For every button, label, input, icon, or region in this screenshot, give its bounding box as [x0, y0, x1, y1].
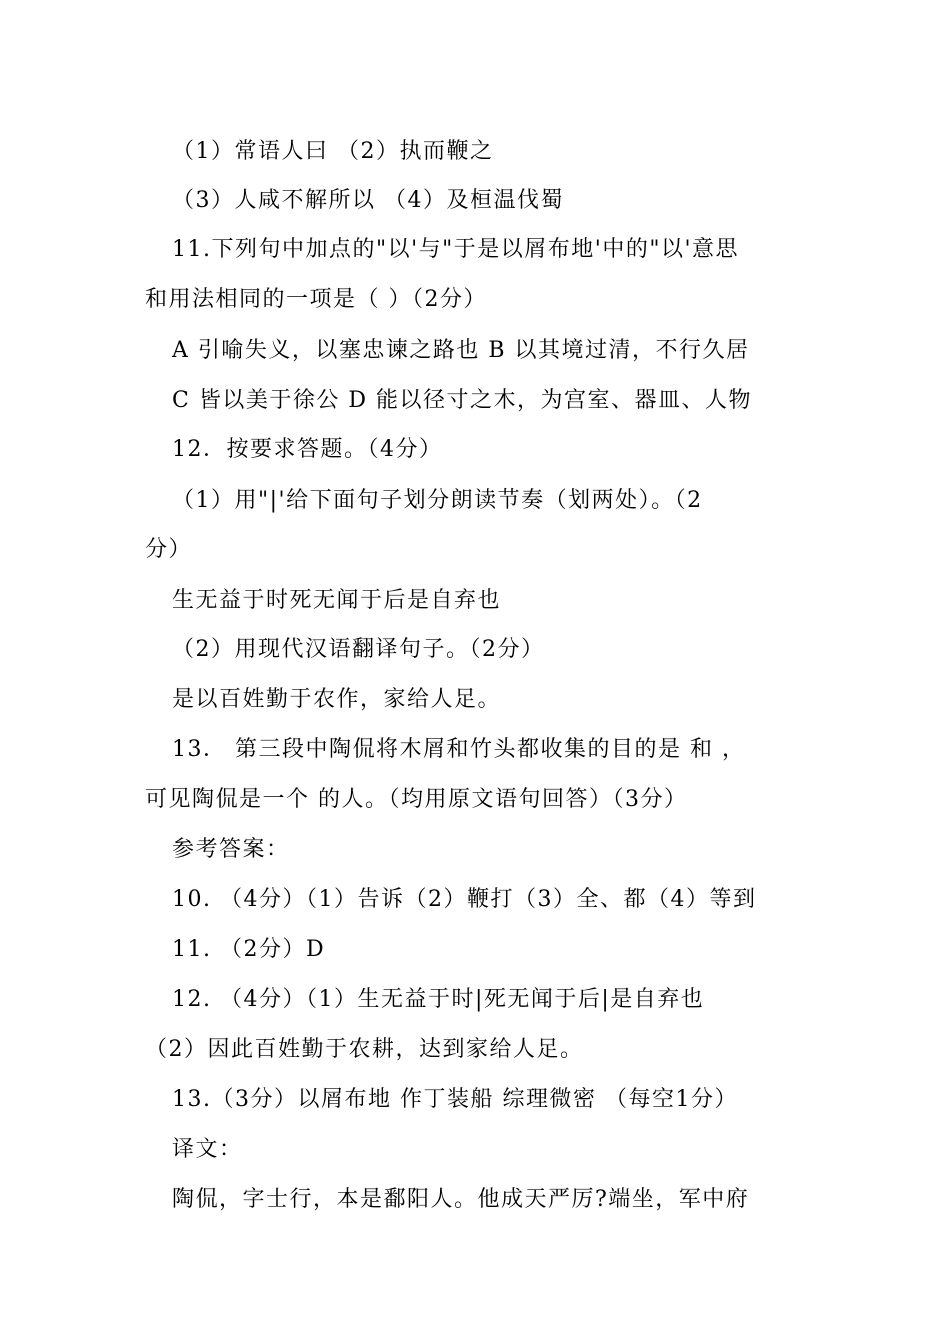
answer-10: 10. （4分）（1）告诉（2）鞭打（3）全、都（4）等到 [172, 887, 757, 912]
question-12-title: 12．按要求答题。（4分） [172, 437, 443, 462]
answer-13: 13.（3分）以屑布地 作丁装船 综理微密 （每空1分） [172, 1087, 738, 1112]
translation-heading: 译文： [172, 1137, 243, 1162]
question-12-sentence-1: 生无益于时死无闻于后是自弃也 [172, 588, 502, 613]
answer-11: 11. （2分）D [172, 937, 326, 962]
question-12-part-1: （1）用"|'给下面句子划分朗读节奏（划两处）。（2 [172, 488, 703, 513]
text-line-1: （1）常语人曰 （2）执而鞭之 [172, 139, 494, 164]
text-line-2: （3）人咸不解所以 （4）及桓温伐蜀 [172, 188, 564, 213]
answers-heading: 参考答案： [172, 837, 290, 862]
question-11-line-2: 和用法相同的一项是（ ）（2分） [145, 287, 487, 312]
question-13-line-2: 可见陶侃是一个 的人。（均用原文语句回答）（3分） [145, 787, 688, 812]
question-13-line-1: 13． 第三段中陶侃将木屑和竹头都收集的目的是 和 ， [172, 737, 746, 762]
question-11-options-ab: A 引喻失义，以塞忠谏之路也 B 以其境过清，不行久居 [172, 338, 750, 363]
question-12-part-1-cont: 分） [145, 537, 193, 562]
translation-line-1: 陶侃，字士行，本是鄱阳人。他成天严厉?端坐，军中府 [172, 1187, 750, 1212]
question-11-line-1: 11.下列句中加点的"以'与"于是以屑布地'中的"以'意思 [172, 237, 739, 262]
question-12-sentence-2: 是以百姓勤于农作，家给人足。 [172, 687, 502, 712]
question-11-options-cd: C 皆以美于徐公 D 能以径寸之木，为宫室、器皿、人物 [172, 388, 752, 413]
answer-12-line-2: （2）因此百姓勤于农耕，达到家给人足。 [145, 1037, 584, 1062]
answer-12-line-1: 12. （4分）（1）生无益于时|死无闻于后|是自弃也 [172, 987, 705, 1012]
question-12-part-2: （2）用现代汉语翻译句子。（2分） [172, 637, 545, 662]
